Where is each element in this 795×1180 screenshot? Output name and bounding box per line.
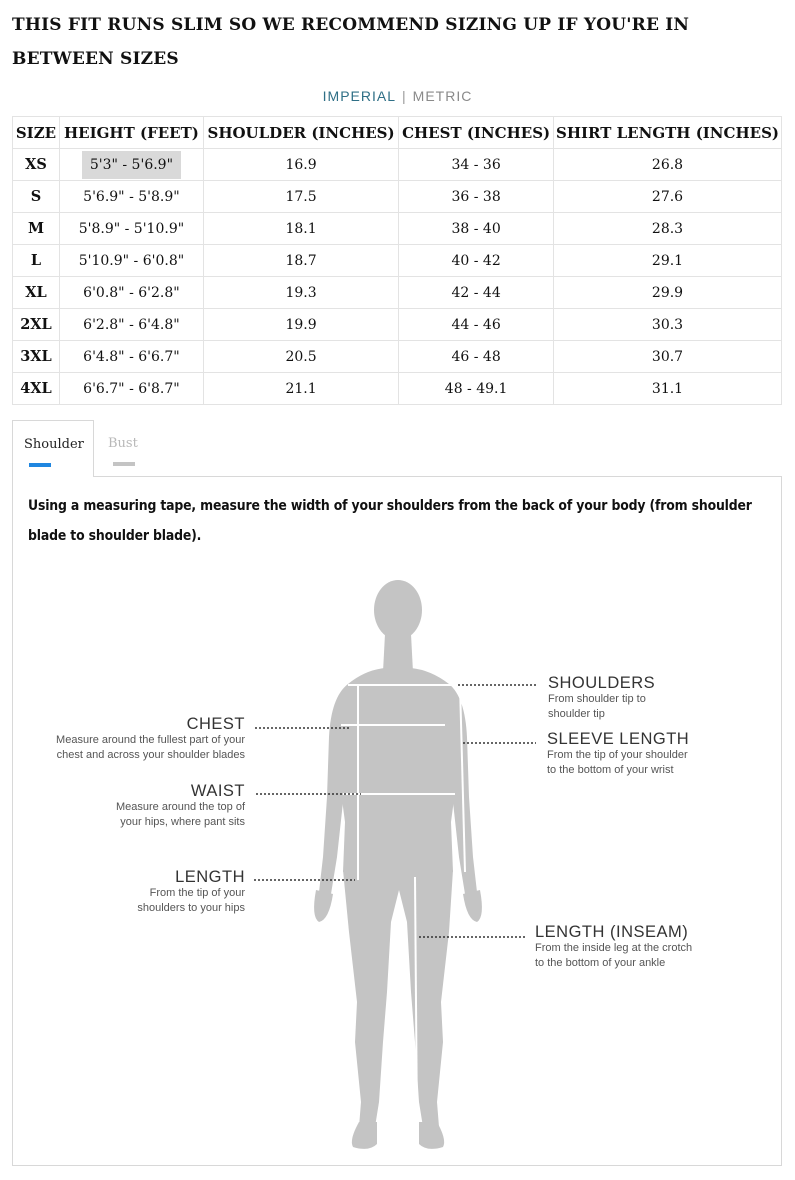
cell-shoulder: 19.3: [203, 277, 398, 309]
inseam-title: LENGTH (INSEAM): [535, 923, 689, 941]
cell-shirt-length: 29.1: [554, 245, 782, 277]
label-shoulders: [548, 674, 768, 722]
tab-shoulder-label: Shoulder: [24, 437, 84, 452]
cell-chest: 42 - 44: [399, 277, 554, 309]
cell-height: 6'6.7" - 6'8.7": [59, 373, 203, 405]
label-sleeve-length: [547, 730, 772, 778]
cell-shirt-length: 30.3: [554, 309, 782, 341]
cell-shirt-length: 30.7: [554, 341, 782, 373]
table-row: [13, 373, 782, 405]
unit-toggle: [0, 88, 795, 104]
table-row: [13, 181, 782, 213]
cell-size: 4XL: [13, 373, 60, 405]
shoulders-desc-2: shoulder tip: [548, 708, 605, 720]
tab-active-indicator: [29, 463, 51, 467]
cell-shoulder: 18.1: [203, 213, 398, 245]
table-row: [13, 341, 782, 373]
cell-shoulder: 18.7: [203, 245, 398, 277]
cell-shirt-length: 31.1: [554, 373, 782, 405]
tab-panel: [12, 476, 782, 1166]
unit-imperial[interactable]: IMPERIAL: [322, 88, 397, 104]
label-inseam: [535, 923, 775, 971]
unit-separator: |: [402, 88, 407, 104]
header-shoulder: SHOULDER (INCHES): [203, 117, 398, 149]
label-chest: [13, 715, 245, 763]
tab-bust[interactable]: [108, 420, 158, 476]
cell-chest: 44 - 46: [399, 309, 554, 341]
table-row: [13, 245, 782, 277]
cell-chest: 48 - 49.1: [399, 373, 554, 405]
chest-desc-1: Measure around the fullest part of your: [56, 734, 245, 746]
cell-size: XS: [13, 149, 60, 181]
cell-shirt-length: 29.9: [554, 277, 782, 309]
cell-shoulder: 19.9: [203, 309, 398, 341]
cell-chest: 40 - 42: [399, 245, 554, 277]
cell-height: [59, 149, 203, 181]
fit-notice: THIS FIT RUNS SLIM SO WE RECOMMEND SIZING UP IF YOU'RE IN BETWEEN SIZES: [12, 15, 690, 69]
waist-title: WAIST: [190, 782, 245, 800]
cell-size: L: [13, 245, 60, 277]
cell-shoulder: 17.5: [203, 181, 398, 213]
length-title: LENGTH: [175, 868, 245, 886]
label-waist: [13, 782, 245, 830]
cell-size: XL: [13, 277, 60, 309]
tab-shoulder[interactable]: [12, 420, 94, 477]
cell-height: 6'2.8" - 6'4.8": [59, 309, 203, 341]
silhouette-icon: [314, 580, 482, 1149]
cell-height: 6'0.8" - 6'2.8": [59, 277, 203, 309]
waist-desc-2: your hips, where pant sits: [120, 816, 245, 828]
chest-desc-2: chest and across your shoulder blades: [56, 749, 245, 761]
sleeve-desc-1: From the tip of your shoulder: [547, 749, 688, 761]
inseam-desc-1: From the inside leg at the crotch: [535, 942, 693, 954]
cell-height-highlighted: 5'3" - 5'6.9": [82, 151, 181, 179]
cell-height: 5'10.9" - 6'0.8": [59, 245, 203, 277]
unit-metric[interactable]: METRIC: [412, 88, 473, 104]
cell-shirt-length: 28.3: [554, 213, 782, 245]
shoulders-title: SHOULDERS: [548, 674, 656, 692]
measurement-diagram: [13, 572, 781, 1162]
table-row: [13, 149, 782, 181]
cell-shirt-length: 26.8: [554, 149, 782, 181]
cell-shoulder: 16.9: [203, 149, 398, 181]
cell-shoulder: 20.5: [203, 341, 398, 373]
label-length: [13, 868, 245, 916]
length-desc-1: From the tip of your: [149, 887, 245, 899]
table-row: [13, 277, 782, 309]
header-size: SIZE: [13, 117, 60, 149]
shoulders-desc-1: From shoulder tip to: [548, 693, 646, 705]
table-header-row: [13, 117, 782, 149]
waist-desc-1: Measure around the top of: [115, 801, 245, 813]
cell-chest: 46 - 48: [399, 341, 554, 373]
cell-height: 5'6.9" - 5'8.9": [59, 181, 203, 213]
table-row: [13, 309, 782, 341]
cell-shoulder: 21.1: [203, 373, 398, 405]
cell-chest: 38 - 40: [399, 213, 554, 245]
chest-title: CHEST: [186, 715, 245, 733]
cell-size: 2XL: [13, 309, 60, 341]
cell-chest: 34 - 36: [399, 149, 554, 181]
length-desc-2: shoulders to your hips: [137, 902, 245, 914]
cell-height: 5'8.9" - 5'10.9": [59, 213, 203, 245]
cell-size: 3XL: [13, 341, 60, 373]
inseam-desc-2: to the bottom of your ankle: [535, 957, 666, 969]
body-silhouette-graphic: [13, 572, 781, 1162]
cell-size: S: [13, 181, 60, 213]
sleeve-desc-2: to the bottom of your wrist: [547, 764, 674, 776]
measure-instructions: Using a measuring tape, measure the width of your shoulders from the back of your body (from shoulder blade to shoulder blade).: [28, 498, 752, 544]
cell-shirt-length: 27.6: [554, 181, 782, 213]
header-chest: CHEST (INCHES): [399, 117, 554, 149]
tab-inactive-indicator: [113, 462, 135, 466]
cell-chest: 36 - 38: [399, 181, 554, 213]
sleeve-title: SLEEVE LENGTH: [547, 730, 690, 748]
size-chart-table: [12, 116, 782, 405]
tab-bust-label: Bust: [108, 436, 138, 451]
table-row: [13, 213, 782, 245]
header-shirt-length: SHIRT LENGTH (INCHES): [554, 117, 782, 149]
cell-size: M: [13, 213, 60, 245]
cell-height: 6'4.8" - 6'6.7": [59, 341, 203, 373]
header-height: HEIGHT (FEET): [59, 117, 203, 149]
